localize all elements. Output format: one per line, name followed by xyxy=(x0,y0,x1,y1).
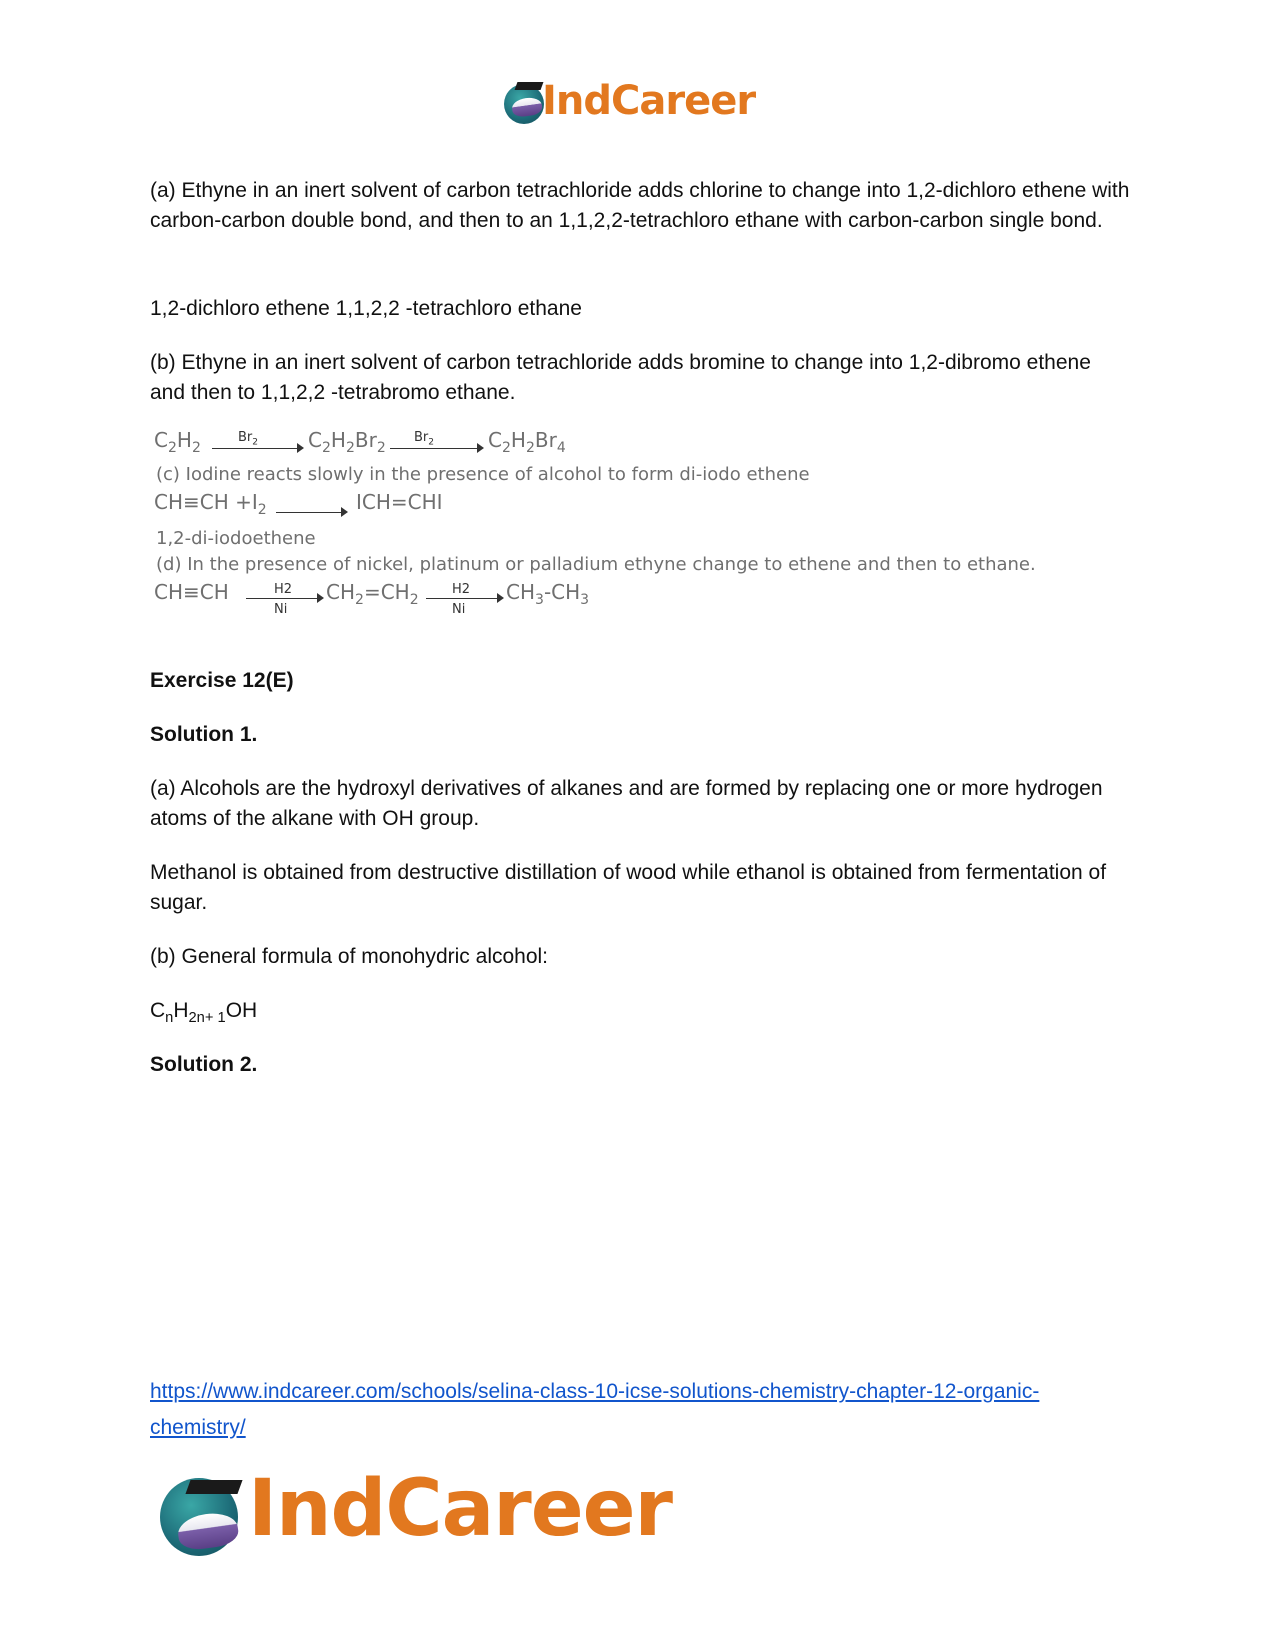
reagent-br2-1: $Br_2$ xyxy=(238,430,259,448)
arrow-icon xyxy=(426,598,502,599)
formula-ethyne-iodine: $CH\equiv CH +I_2$ xyxy=(154,490,267,518)
reaction-equations-image xyxy=(150,428,1070,638)
reagent-h2-1: H2 xyxy=(274,582,293,597)
iodine-description: (c) Iodine reacts slowly in the presence of alcohol to form di-iodo ethene xyxy=(156,464,810,485)
formula-c2h2br2: $C_2H_2Br_2$ xyxy=(308,428,386,456)
graduation-cap-icon xyxy=(185,1480,242,1494)
logo-text: IndCareer xyxy=(542,78,756,124)
formula-c2h2br4: $C_2H_2Br_4$ xyxy=(488,428,566,456)
paragraph-alcohols: (a) Alcohols are the hydroxyl derivatives of alkanes and are formed by replacing one or more hydrogen atoms of the alkane with OH group. xyxy=(150,777,1103,830)
arrow-icon xyxy=(212,448,302,449)
formula-c2h2: $C_2H_2$ xyxy=(154,428,201,456)
arrow-icon xyxy=(246,598,322,599)
header-logo xyxy=(502,76,777,132)
reagent-br2-2: $Br_2$ xyxy=(414,430,435,448)
source-url-link[interactable]: https://www.indcareer.com/schools/selina-class-10-icse-solutions-chemistry-chapter-12-organic-chemistry/ xyxy=(150,1380,1040,1439)
arrow-icon xyxy=(390,448,482,449)
arrow-icon xyxy=(276,512,346,513)
hydrogenation-description: (d) In the presence of nickel, platinum or palladium ethyne change to ethene and then to ethane. xyxy=(156,554,1036,575)
logo-text: IndCareer xyxy=(248,1464,672,1554)
solution-1-heading: Solution 1. xyxy=(150,723,258,746)
graduation-cap-icon xyxy=(515,82,544,90)
paragraph-general-formula: (b) General formula of monohydric alcohol: xyxy=(150,945,549,968)
catalyst-ni-1: Ni xyxy=(274,602,288,617)
paragraph-chlorine: (a) Ethyne in an inert solvent of carbon tetrachloride adds chlorine to change into 1,2-dichloro ethene with carbon-carbon double bond, and then to an 1,1,2,2-tetrachloro ethane with carbon-carbon single bond. xyxy=(150,179,1130,232)
solution-2-heading: Solution 2. xyxy=(150,1053,258,1076)
formula-ethane: $CH_3-CH_3$ xyxy=(506,580,590,608)
product-name-diiodoethene: 1,2-di-iodoethene xyxy=(156,528,316,549)
formula-ich-chi: ICH=CHI xyxy=(356,490,443,514)
formula-ethyne: CH≡CH xyxy=(154,580,229,604)
exercise-heading: Exercise 12(E) xyxy=(150,669,294,692)
catalyst-ni-2: Ni xyxy=(452,602,466,617)
reagent-h2-2: H2 xyxy=(452,582,471,597)
alcohol-formula: $C_nH_{2n+ 1}OH$ xyxy=(150,999,258,1027)
paragraph-methanol: Methanol is obtained from destructive distillation of wood while ethanol is obtained from fermentation of sugar. xyxy=(150,861,1107,914)
footer-logo xyxy=(160,1464,700,1560)
paragraph-bromine: (b) Ethyne in an inert solvent of carbon tetrachloride adds bromine to change into 1,2-dibromo ethene and then to 1,1,2,2 -tetrabromo ethane. xyxy=(150,351,1091,404)
paragraph-dichloro-names: 1,2-dichloro ethene 1,1,2,2 -tetrachloro ethane xyxy=(150,297,582,320)
formula-ethene: $CH_2=CH_2$ xyxy=(326,580,419,608)
